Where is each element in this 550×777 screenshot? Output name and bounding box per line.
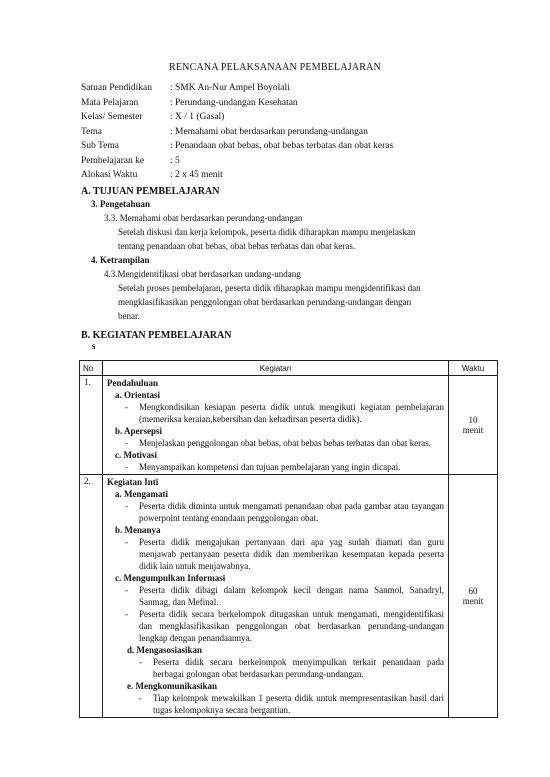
identity-value: : Memahami obat berdasarkan perundang-undangan [170, 126, 368, 137]
kd4-text-line3: benar. [118, 311, 140, 321]
list-item [135, 656, 444, 680]
identity-value: : Perundang-undangan Kesehatan [170, 97, 298, 108]
identity-key: Mata Pelajaran [81, 97, 139, 108]
identity-row [81, 81, 393, 96]
kd3-text-line2: tentang penandaan obat bebas, obat bebas terbatas dan obat keras. [118, 241, 356, 251]
table-row [80, 475, 498, 718]
kd4-text-line2: mengklasifikasikan penggolongan obat berdasarkan perundang-undangan dengan [118, 297, 412, 307]
dash: - [125, 438, 128, 448]
dash: - [139, 657, 142, 667]
item-text: Menjelaskan penggolongan obat bebas, obat bebas bebas terbatas dan obat keras. [139, 438, 431, 448]
identity-value: : Penandaan obat bebas, obat bebas terbatas dan obat keras [170, 141, 394, 151]
item-text: Peserta didik dibagi dalam kelompok kecil dengan nama Sanmol, Sanadryl, Sanmag, dan Mefinal. [139, 585, 444, 607]
identity-key: Alokasi Waktu [81, 170, 138, 180]
time-unit: menit [462, 425, 484, 435]
header-no: No [80, 361, 103, 376]
identity-block [81, 81, 393, 183]
table-row [80, 376, 498, 475]
identity-value: : X / 1 (Gasal) [170, 112, 225, 122]
item-text: Peserta didik secara berkelompok menyimpulkan terkait penandaan pada berbagai golongan obat berdasarkan perundang-undangan. [153, 657, 444, 679]
kd4-text-line1: Setelah proses pembelajaran, peserta didik diharapkan mampu mengidentifikasi dan [118, 283, 421, 293]
time-unit: menit [462, 596, 484, 606]
dash: - [125, 501, 128, 511]
header-kegiatan: Kegiatan [103, 361, 449, 376]
item-text: Menyampaikan kompetensi dan tujuan pembelajaran yang ingin dicapai. [139, 462, 401, 472]
step-heading: c. Mengumpulkan Informasi [115, 573, 226, 583]
identity-key: Kelas/ Semester [81, 112, 143, 122]
keterampilan-heading: 4. Ketrampilan [91, 255, 150, 265]
step-heading: a. Orientasi [115, 390, 160, 400]
stray-character: s [92, 341, 96, 351]
step-heading: e. Mengkomunikasikan [127, 681, 218, 691]
list-item [121, 461, 444, 473]
row-activity [103, 376, 449, 475]
identity-value: : 2 x 45 menit [170, 170, 223, 180]
list-item [121, 500, 444, 524]
item-text: Mengkondisikan kesiapan peserta didik untuk mengikuti kegiatan pembelajaran (memeriksa keraian,kebersihan dan kehadirsan peserta didik). [139, 402, 444, 424]
list-item [121, 536, 444, 572]
row-number: 2. [80, 475, 103, 718]
list-item [121, 584, 444, 608]
row-time [449, 475, 498, 718]
step-heading: b. Apersepsi [115, 426, 163, 436]
time-value: 60 [468, 586, 478, 596]
dash: - [125, 462, 128, 472]
identity-value: : SMK An-Nur Ampel Boyolali [170, 83, 290, 93]
step-heading: a. Mengamati [115, 489, 168, 499]
section-b-heading: B. KEGIATAN PEMBELAJARAN [81, 330, 232, 341]
step-heading: b. Menanya [115, 525, 161, 535]
phase-title: Kegiatan Inti [107, 477, 159, 487]
item-text: Peserta didik diminta untuk mengamati penandaan obat pada gambar atau tayangan powerpoint tentang enandaan penggolongan obat. [139, 501, 444, 523]
document-title: RENCANA PELAKSANAAN PEMBELAJARAN [169, 62, 381, 73]
list-item [121, 401, 444, 425]
row-activity [103, 475, 449, 718]
kd3-text-line1: Setelah diskusi dan kerja kelompok, peserta didik diharapkan mampu menjelaskan [118, 227, 416, 237]
dash: - [125, 585, 128, 595]
row-time [449, 376, 498, 475]
dash: - [125, 609, 128, 619]
step-heading: c. Motivasi [115, 450, 157, 460]
identity-value: : 5 [170, 155, 180, 166]
step-heading: d. Mengasosiasikan [127, 645, 203, 655]
item-text: Tiap kelompok mewakilkan 1 peserta didik untuk mempresentasikan hasil dari tugas kelompoknya secara bergantian. [153, 693, 444, 715]
dash: - [125, 537, 128, 547]
list-item [135, 692, 444, 716]
pengetahuan-heading: 3. Pengetahuan [91, 199, 151, 209]
identity-row [81, 96, 393, 111]
identity-row [81, 125, 393, 140]
activity-table [79, 360, 498, 718]
item-text: Peserta didik secara berkelompok ditugaskan untuk mengamati, mengidentifikasi dan mengklasifikasikan penggolongan obat berdasarkan perundang-undangan lengkap dengan penandaannya. [139, 609, 444, 643]
dash: - [139, 693, 142, 703]
identity-row [81, 139, 393, 154]
identity-row [81, 154, 393, 169]
identity-row [81, 168, 393, 183]
kd3-label: 3.3. Memahami obat berdasarkan perundang-undangan [104, 213, 303, 223]
phase-title: Pendahuluan [107, 378, 159, 388]
list-item [121, 437, 444, 449]
time-value: 10 [468, 415, 478, 425]
list-item [121, 608, 444, 644]
item-text: Peserta didik mengajukan pertanyaan dari apa yag sudah diamati dan guru menjawab pertanyaan peserta didik dan memberikan kesempatan kepada peserta didik lain untuk menjawabnya. [139, 537, 444, 571]
identity-key: Pembelajaran ke [81, 155, 145, 166]
row-number: 1. [80, 376, 103, 475]
kd4-label: 4.3.Mengidentifikasi obat berdasarkan undang-undang [104, 269, 301, 279]
header-waktu: Waktu [449, 361, 498, 376]
table-header-row [80, 361, 498, 376]
section-a-heading: A. TUJUAN PEMBELAJARAN [81, 186, 220, 197]
identity-key: Tema [81, 126, 102, 137]
identity-key: Sub Tema [81, 141, 119, 151]
identity-row [81, 110, 393, 125]
identity-key: Satuan Pendidikan [81, 83, 152, 93]
dash: - [125, 402, 128, 412]
